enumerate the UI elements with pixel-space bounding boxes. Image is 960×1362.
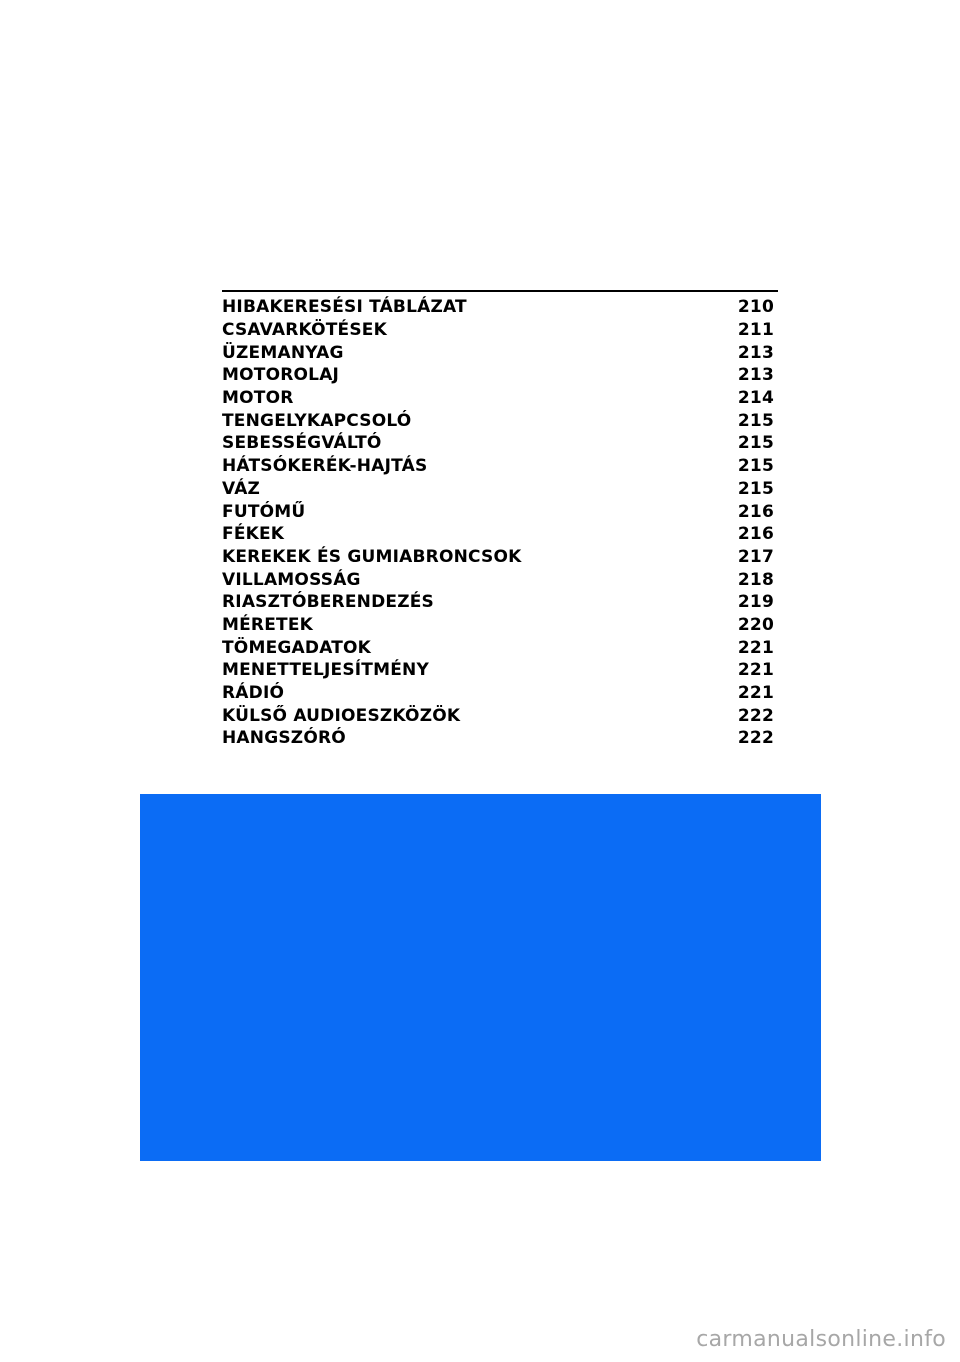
toc-entry-page: 219 <box>737 592 774 613</box>
toc-entry[interactable] <box>222 727 778 750</box>
toc-entry-title: TÖMEGADATOK <box>222 637 372 658</box>
toc-entry-title: HÁTSÓKERÉK-HAJTÁS <box>222 456 428 477</box>
toc-entry-page: 222 <box>737 728 774 749</box>
toc-entry[interactable] <box>222 591 778 614</box>
toc-entry-title: FÉKEK <box>222 524 285 545</box>
toc-entry-page: 215 <box>737 410 774 431</box>
toc-entry-page: 218 <box>737 569 774 590</box>
toc-entry-title: TENGELYKAPCSOLÓ <box>222 410 412 431</box>
toc-entry-title: RIASZTÓBERENDEZÉS <box>222 592 434 613</box>
toc-entry-title: CSAVARKÖTÉSEK <box>222 320 387 341</box>
toc-entry-title: VÁZ <box>222 478 261 499</box>
toc-entry[interactable] <box>222 341 778 364</box>
toc-entry[interactable] <box>222 409 778 432</box>
toc-entry-title: MÉRETEK <box>222 614 314 635</box>
toc-entry-page: 215 <box>737 433 774 454</box>
toc-entry-page: 221 <box>737 683 774 704</box>
toc-entry[interactable] <box>222 704 778 727</box>
toc-top-rule <box>222 290 778 292</box>
toc-entry-page: 213 <box>737 342 774 363</box>
toc-entry-page: 222 <box>737 705 774 726</box>
toc-entry[interactable] <box>222 659 778 682</box>
toc-entry-page: 210 <box>737 297 774 318</box>
toc-entry[interactable] <box>222 296 778 319</box>
toc-entry-page: 221 <box>737 637 774 658</box>
toc-entry[interactable] <box>222 319 778 342</box>
toc-entry-title: RÁDIÓ <box>222 683 285 704</box>
toc-entry[interactable] <box>222 500 778 523</box>
toc-entry-page: 215 <box>737 478 774 499</box>
toc-entry[interactable] <box>222 478 778 501</box>
toc-entry-page: 215 <box>737 456 774 477</box>
toc-entry[interactable] <box>222 523 778 546</box>
toc-entry-title: KÜLSŐ AUDIOESZKÖZÖK <box>222 705 461 726</box>
toc-entry-title: SEBESSÉGVÁLTÓ <box>222 433 382 454</box>
toc-entry-page: 213 <box>737 365 774 386</box>
toc-entry[interactable] <box>222 455 778 478</box>
toc-entry-title: MOTOR <box>222 388 294 409</box>
toc-entry-page: 211 <box>737 320 774 341</box>
toc-entry-page: 217 <box>737 546 774 567</box>
watermark-text: carmanualsonline.info <box>696 1327 946 1352</box>
toc-entry[interactable] <box>222 568 778 591</box>
toc-entry[interactable] <box>222 364 778 387</box>
toc-entry-page: 216 <box>737 524 774 545</box>
toc-entry-title: ÜZEMANYAG <box>222 342 344 363</box>
toc-entry-title: VILLAMOSSÁG <box>222 569 361 590</box>
toc-entry-page: 220 <box>737 614 774 635</box>
blue-panel <box>140 794 821 1161</box>
toc-entry[interactable] <box>222 614 778 637</box>
toc-entry-title: MOTOROLAJ <box>222 365 340 386</box>
toc-list <box>222 296 778 750</box>
toc-entry[interactable] <box>222 432 778 455</box>
toc-entry-page: 216 <box>737 501 774 522</box>
toc-entry-title: HIBAKERESÉSI TÁBLÁZAT <box>222 297 467 318</box>
toc-entry[interactable] <box>222 682 778 705</box>
toc-entry-page: 221 <box>737 660 774 681</box>
toc-entry-title: HANGSZÓRÓ <box>222 728 346 749</box>
toc-entry-title: FUTÓMŰ <box>222 501 306 522</box>
toc-entry-title: KEREKEK ÉS GUMIABRONCSOK <box>222 546 522 567</box>
table-of-contents <box>222 290 778 750</box>
toc-entry[interactable] <box>222 546 778 569</box>
toc-entry[interactable] <box>222 636 778 659</box>
toc-entry-page: 214 <box>737 388 774 409</box>
toc-entry-title: MENETTELJESÍTMÉNY <box>222 660 429 681</box>
toc-entry[interactable] <box>222 387 778 410</box>
